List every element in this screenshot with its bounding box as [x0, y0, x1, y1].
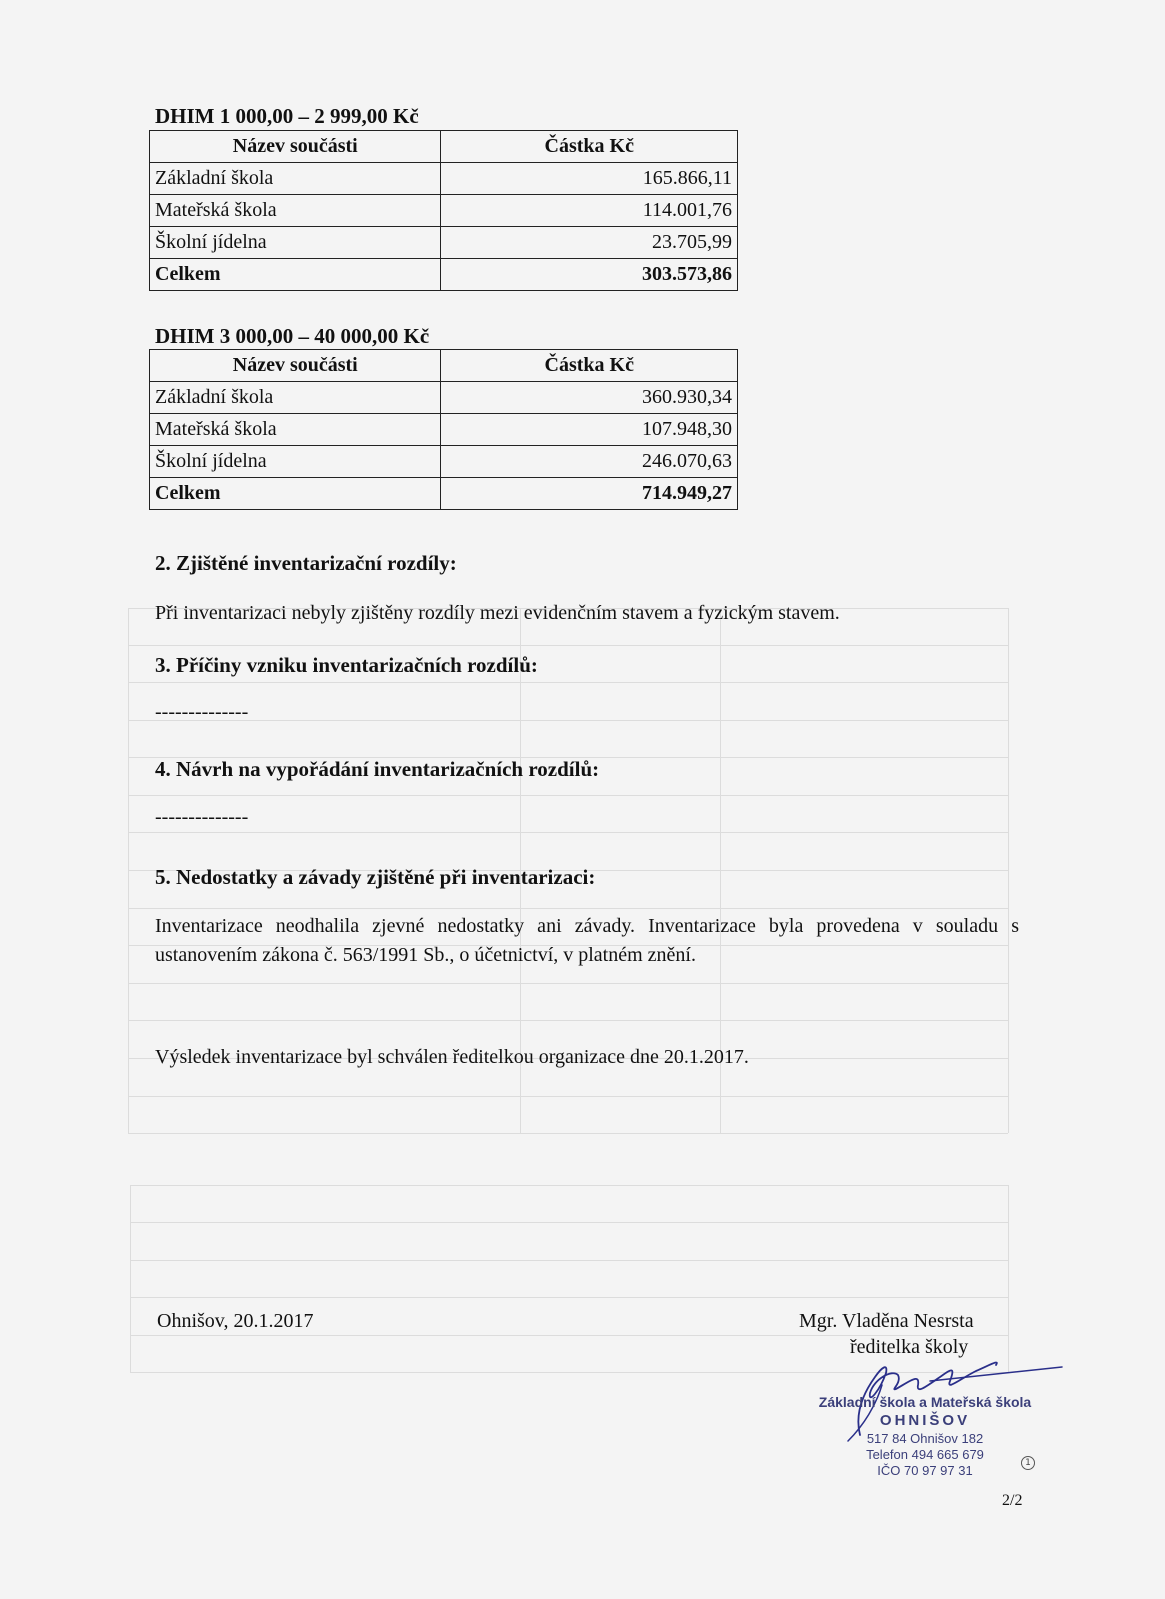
row-label: Základní škola	[150, 163, 441, 195]
total-label: Celkem	[150, 259, 441, 291]
total-label: Celkem	[150, 478, 441, 510]
table-row	[150, 382, 738, 414]
stamp-line-4: Telefon 494 665 679	[866, 1447, 984, 1462]
circle-mark-icon: 1	[1021, 1456, 1035, 1470]
section-5-text: Inventarizace neodhalila zjevné nedostatky ani závady. Inventarizace byla provedena v souladu s ustanovením zákona č. 563/1991 Sb., o účetnictví, v platném znění.	[155, 915, 1019, 966]
row-amount: 114.001,76	[441, 195, 738, 227]
stamp-line-5: IČO 70 97 97 31	[877, 1463, 973, 1478]
total-amount: 714.949,27	[441, 478, 738, 510]
row-label: Mateřská škola	[150, 195, 441, 227]
row-label: Školní jídelna	[150, 446, 441, 478]
section-3-dashes: --------------	[155, 701, 249, 723]
table-row	[150, 446, 738, 478]
table-header-row	[150, 131, 738, 163]
row-label: Mateřská škola	[150, 414, 441, 446]
stamp-line-2: OHNIŠOV	[879, 1412, 971, 1429]
section-2-text: Při inventarizaci nebyly zjištěny rozdíly mezi evidenčním stavem a fyzickým stavem.	[155, 602, 840, 624]
table-row	[150, 414, 738, 446]
row-label: Školní jídelna	[150, 227, 441, 259]
row-amount: 165.866,11	[441, 163, 738, 195]
signatory-role: ředitelka školy	[850, 1336, 969, 1358]
section-4-dashes: --------------	[155, 806, 249, 828]
table-total-row	[150, 478, 738, 510]
table-row	[150, 163, 738, 195]
row-amount: 360.930,34	[441, 382, 738, 414]
school-stamp	[800, 1394, 1050, 1478]
column-header: Název součásti	[150, 131, 441, 163]
column-header: Název součásti	[150, 350, 441, 382]
column-header: Částka Kč	[441, 131, 738, 163]
row-amount: 107.948,30	[441, 414, 738, 446]
table-total-row	[150, 259, 738, 291]
row-amount: 246.070,63	[441, 446, 738, 478]
stamp-line-1: Základní škola a Mateřská škola	[818, 1394, 1032, 1410]
table-header-row	[150, 350, 738, 382]
signatory-name: Mgr. Vladěna Nesrsta	[799, 1310, 974, 1332]
column-header: Částka Kč	[441, 350, 738, 382]
stamp-line-3: 517 84 Ohnišov 182	[866, 1431, 984, 1446]
table-row	[150, 227, 738, 259]
dhim-small-table	[149, 130, 738, 291]
section-5-heading: 5. Nedostatky a závady zjištěné při inventarizaci:	[155, 865, 596, 889]
dhim-large-table	[149, 349, 738, 510]
table-row	[150, 195, 738, 227]
total-amount: 303.573,86	[441, 259, 738, 291]
dhim-small-title: DHIM 1 000,00 – 2 999,00 Kč	[155, 104, 419, 128]
dhim-large-title: DHIM 3 000,00 – 40 000,00 Kč	[155, 324, 430, 348]
section-2-heading: 2. Zjištěné inventarizační rozdíly:	[155, 551, 457, 575]
row-label: Základní škola	[150, 382, 441, 414]
result-text: Výsledek inventarizace byl schválen ředitelkou organizace dne 20.1.2017.	[155, 1046, 749, 1068]
row-amount: 23.705,99	[441, 227, 738, 259]
section-4-heading: 4. Návrh na vypořádání inventarizačních rozdílů:	[155, 757, 600, 781]
page-number: 2/2	[1002, 1492, 1023, 1509]
section-3-heading: 3. Příčiny vzniku inventarizačních rozdílů:	[155, 653, 538, 677]
place-date: Ohnišov, 20.1.2017	[157, 1310, 314, 1332]
